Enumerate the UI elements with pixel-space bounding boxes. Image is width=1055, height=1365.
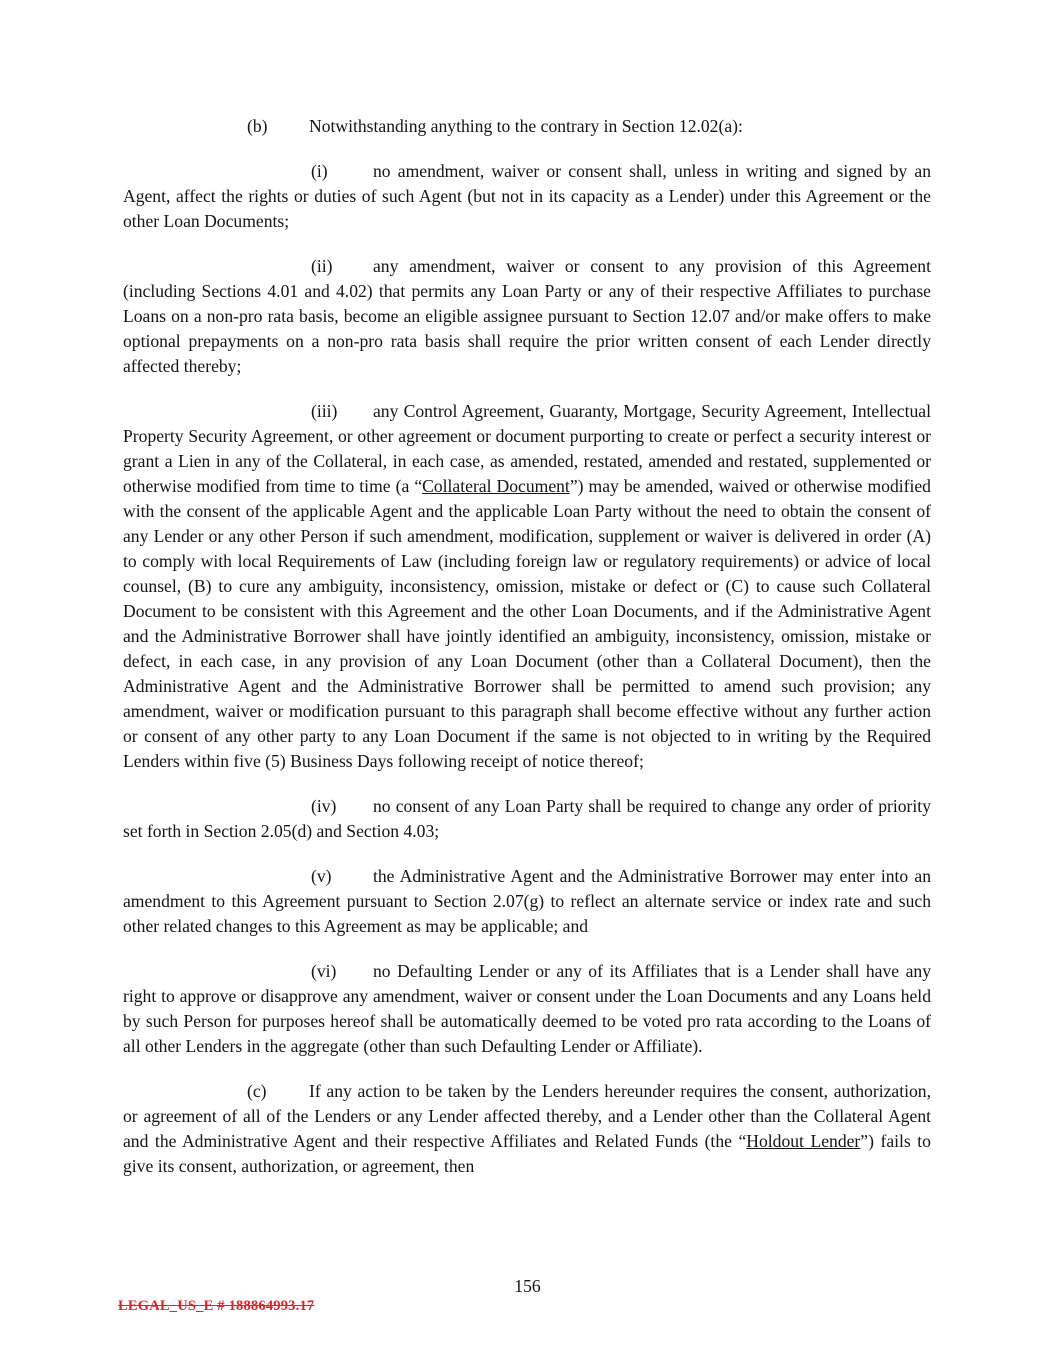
paragraph-text: ”) may be amended, waived or otherwise modified with the consent of the applicable Agent and the applicable Loan Party without the need to obtain the consent of any Lender or any other Person if such amendment, modification, supplement or waiver is delivered in order (A) to comply with local Requirements of Law (including foreign law or regulatory requirements) or advice of local counsel, (B) to cure any ambiguity, inconsistency, omission, mistake or defect or (C) to cause such Collateral Document to be consistent with this Agreement and the other Loan Documents, and if the Administrative Agent and the Administrative Borrower shall have jointly identified an ambiguity, inconsistency, omission, mistake or defect, in each case, in any provision of any Loan Document (other than a Collateral Document), then the Administrative Agent and the Administrative Borrower shall be permitted to amend such provision; any amendment, waiver or modification pursuant to this paragraph shall become effective without any further action or consent of any other party to any Loan Document if the same is not objected to in writing by the Required Lenders within five (5) Business Days following receipt of notice thereof; xyxy=(123,476,931,771)
paragraph-text: any Control Agreement, Guaranty, Mortgage, Security Agreement, Intellectual Property Security Agreement, or other agreement or document purporting to create or perfect a security interest or grant a Lien in any of the Collateral, in each case, as amended, restated, amended and restated, supplemented or otherwise modified from time to time (a “ xyxy=(123,401,931,496)
paragraph-c xyxy=(123,1079,931,1179)
paragraph-text: no Defaulting Lender or any of its Affiliates that is a Lender shall have any right to approve or disapprove any amendment, waiver or consent under the Loan Documents and any Loans held by such Person for purposes hereof shall be automatically deemed to be voted pro rata according to the Loans of all other Lenders in the aggregate (other than such Defaulting Lender or Affiliate). xyxy=(123,961,931,1056)
paragraph-b xyxy=(123,114,931,139)
paragraph-vi xyxy=(123,959,931,1059)
paragraph-i xyxy=(123,159,931,234)
page-number: 156 xyxy=(514,1276,541,1296)
paragraph-label: (b) xyxy=(247,116,268,136)
paragraph-text: ”) fails to give its consent, authorization, or agreement, then xyxy=(123,1131,931,1176)
paragraph-label: (i) xyxy=(311,161,328,181)
paragraph-text: If any action to be taken by the Lenders hereunder requires the consent, authorization, or agreement of all of the Lenders or any Lender affected thereby, and a Lender other than the Collateral Agent and the Administrative Agent and their respective Affiliates and Related Funds (the “ xyxy=(123,1081,931,1151)
paragraph-text: no amendment, waiver or consent shall, unless in writing and signed by an Agent, affect the rights or duties of such Agent (but not in its capacity as a Lender) under this Agreement or the other Loan Documents; xyxy=(123,161,931,231)
paragraph-label: (vi) xyxy=(311,961,337,981)
paragraph-text: any amendment, waiver or consent to any provision of this Agreement (including Sections 4.01 and 4.02) that permits any Loan Party or any of their respective Affiliates to purchase Loans on a non-pro rata basis, become an eligible assignee pursuant to Section 12.07 and/or make offers to make optional prepayments on a non-pro rata basis shall require the prior written consent of each Lender directly affected thereby; xyxy=(123,256,931,376)
paragraph-label: (ii) xyxy=(311,256,333,276)
paragraph-label: (v) xyxy=(311,866,332,886)
paragraph-label: (iii) xyxy=(311,401,338,421)
paragraph-label: (iv) xyxy=(311,796,337,816)
paragraph-text: Notwithstanding anything to the contrary in Section 12.02(a): xyxy=(309,116,743,136)
defined-term: Collateral Document xyxy=(422,476,570,496)
paragraph-v xyxy=(123,864,931,939)
paragraph-ii xyxy=(123,254,931,379)
paragraph-iv xyxy=(123,794,931,844)
paragraph-text: the Administrative Agent and the Administrative Borrower may enter into an amendment to this Agreement pursuant to Section 2.07(g) to reflect an alternate service or index rate and such other related changes to this Agreement as may be applicable; and xyxy=(123,866,931,936)
paragraph-text: no consent of any Loan Party shall be required to change any order of priority set forth in Section 2.05(d) and Section 4.03; xyxy=(123,796,931,841)
defined-term: Holdout Lender xyxy=(746,1131,861,1151)
footer-legal-stamp: LEGAL_US_E # 188864993.17 xyxy=(118,1298,315,1314)
paragraph-iii xyxy=(123,399,931,774)
paragraph-label: (c) xyxy=(247,1081,267,1101)
document-body xyxy=(123,114,931,1199)
